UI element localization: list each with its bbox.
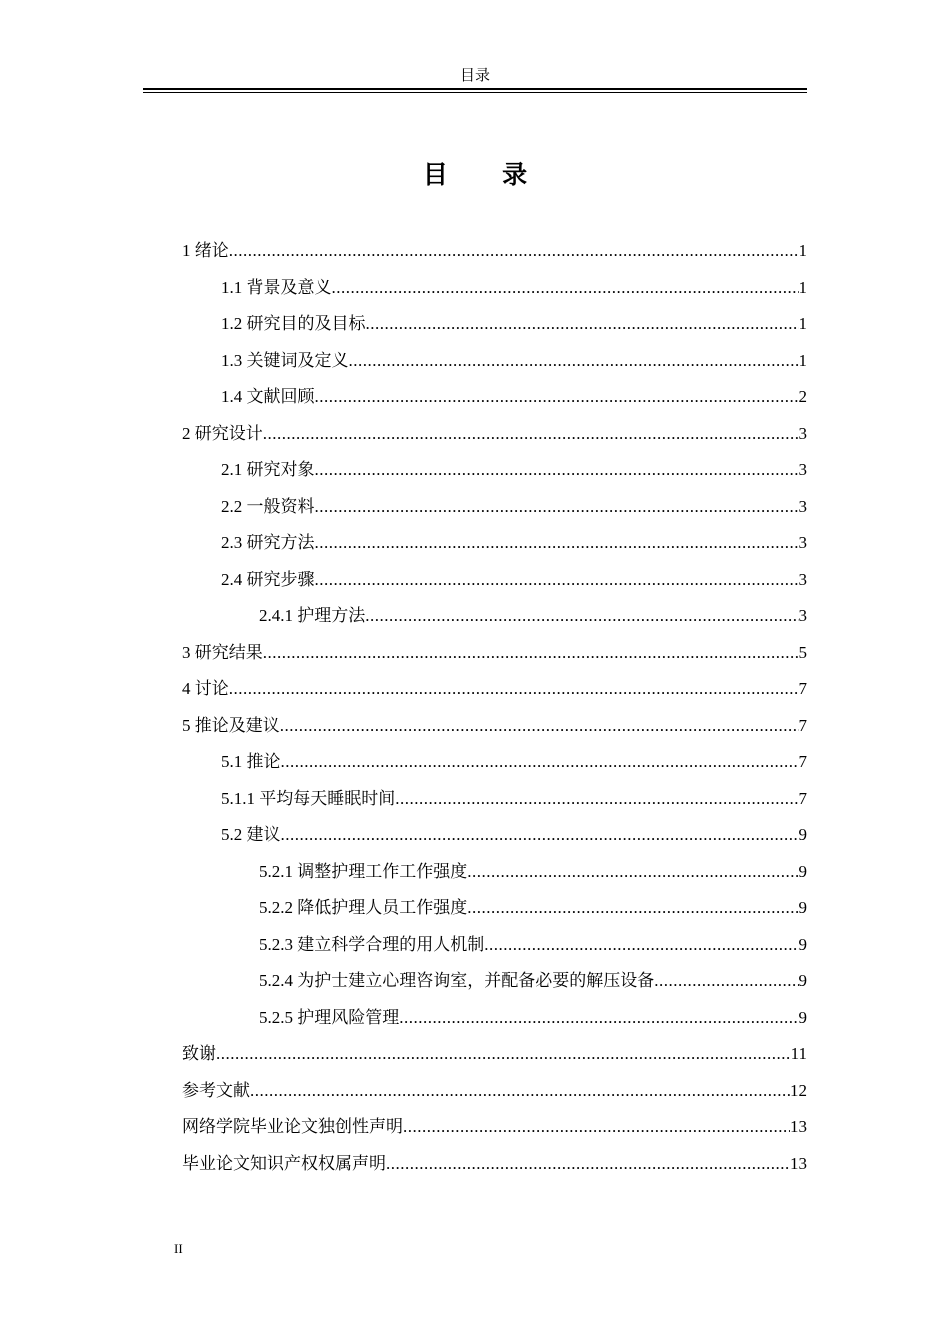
- toc-entry[interactable]: [182, 562, 807, 599]
- toc-entry-label: 2 研究设计: [182, 423, 263, 443]
- toc-entry[interactable]: [182, 635, 807, 672]
- toc-entry-label: 网络学院毕业论文独创性声明: [182, 1117, 403, 1136]
- toc-entry[interactable]: [182, 306, 807, 343]
- toc-dot-leader: [349, 343, 799, 380]
- toc-dot-leader: [654, 963, 798, 1000]
- toc-entry[interactable]: [182, 781, 807, 818]
- toc-entry[interactable]: [182, 1073, 807, 1110]
- toc-dot-leader: [467, 854, 798, 891]
- toc-entry[interactable]: [182, 379, 807, 416]
- toc-entry-page: 9: [798, 861, 807, 881]
- toc-entry-label: 5.2.4 为护士建立心理咨询室，并配备必要的解压设备: [259, 971, 655, 990]
- toc-dot-leader: [280, 708, 799, 745]
- toc-entry-page: 1: [798, 241, 807, 260]
- toc-entry-label: 4 讨论: [182, 679, 229, 698]
- toc-entry-page: 9: [798, 971, 807, 990]
- toc-entry[interactable]: [182, 343, 807, 380]
- toc-entry-label: 5.2.3 建立科学合理的用人机制: [259, 934, 485, 954]
- toc-entry-page: 9: [798, 825, 807, 844]
- toc-entry-page: 7: [798, 788, 807, 808]
- toc-entry-page: 7: [798, 679, 807, 698]
- toc-entry-page: 3: [798, 460, 807, 479]
- toc-entry-page: 1: [798, 277, 807, 297]
- toc-entry-label: 5 推论及建议: [182, 715, 280, 735]
- toc-entry-label: 5.2 建议: [221, 825, 281, 844]
- toc-entry-label: 1.3 关键词及定义: [221, 350, 349, 370]
- toc-entry[interactable]: [182, 525, 807, 562]
- toc-entry-page: 3: [798, 423, 807, 443]
- toc-entry-label: 致谢: [182, 1044, 216, 1063]
- toc-dot-leader: [399, 1000, 798, 1037]
- toc-entry-page: 9: [798, 1007, 807, 1027]
- toc-dot-leader: [395, 781, 798, 818]
- toc-dot-leader: [315, 452, 799, 489]
- toc-entry[interactable]: [182, 1146, 807, 1183]
- toc-entry-label: 3 研究结果: [182, 642, 263, 662]
- toc-entry[interactable]: [182, 452, 807, 489]
- toc-entry-label: 2.1 研究对象: [221, 460, 315, 479]
- toc-entry[interactable]: [182, 416, 807, 453]
- toc-entry-label: 参考文献: [182, 1080, 250, 1100]
- toc-entry-page: 9: [798, 934, 807, 954]
- toc-entry[interactable]: [182, 708, 807, 745]
- toc-dot-leader: [229, 233, 799, 270]
- toc-dot-leader: [467, 890, 798, 927]
- toc-dot-leader: [281, 817, 799, 854]
- toc-dot-leader: [366, 306, 799, 343]
- toc-entry-label: 5.2.1 调整护理工作工作强度: [259, 861, 468, 881]
- toc-entry-label: 5.1.1 平均每天睡眠时间: [221, 788, 396, 808]
- toc-entry-label: 2.2 一般资料: [221, 496, 315, 516]
- page-number: II: [174, 1241, 183, 1256]
- toc-entry-page: 13: [790, 1117, 807, 1136]
- toc-entry[interactable]: [182, 1109, 807, 1146]
- toc-dot-leader: [315, 562, 799, 599]
- toc-entry-page: 9: [798, 898, 807, 917]
- toc-entry-label: 1 绪论: [182, 241, 229, 260]
- toc-entry[interactable]: [182, 270, 807, 307]
- toc-dot-leader: [365, 598, 798, 635]
- toc-entry[interactable]: [182, 963, 807, 1000]
- toc-entry-page: 2: [798, 387, 807, 406]
- toc-entry[interactable]: [182, 817, 807, 854]
- toc-entry[interactable]: [182, 233, 807, 270]
- header-rule-thin: [143, 92, 807, 93]
- toc-entry-label: 5.2.5 护理风险管理: [259, 1007, 400, 1027]
- toc-entry-page: 12: [790, 1080, 807, 1100]
- toc-dot-leader: [315, 525, 799, 562]
- toc-entry-page: 5: [798, 642, 807, 662]
- page-header: [143, 66, 807, 93]
- toc-dot-leader: [216, 1036, 791, 1073]
- header-text: 目录: [459, 68, 490, 84]
- toc-dot-leader: [250, 1073, 790, 1110]
- toc-dot-leader: [315, 489, 799, 526]
- toc-entry-page: 3: [798, 606, 807, 625]
- toc-dot-leader: [281, 744, 799, 781]
- toc-entry-label: 1.2 研究目的及目标: [221, 314, 366, 333]
- toc-entry[interactable]: [182, 854, 807, 891]
- toc-entry-page: 11: [790, 1044, 807, 1063]
- toc-entry[interactable]: [182, 744, 807, 781]
- toc-title: 目 录: [422, 162, 552, 189]
- toc-entry-label: 1.1 背景及意义: [221, 277, 332, 297]
- table-of-contents: [182, 233, 807, 1182]
- toc-entry[interactable]: [182, 1000, 807, 1037]
- toc-entry-label: 2.3 研究方法: [221, 533, 315, 552]
- toc-dot-leader: [315, 379, 799, 416]
- toc-dot-leader: [332, 270, 799, 307]
- toc-entry[interactable]: [182, 671, 807, 708]
- toc-dot-leader: [386, 1146, 790, 1183]
- toc-entry-page: 3: [798, 496, 807, 516]
- toc-entry-label: 2.4 研究步骤: [221, 569, 315, 589]
- toc-entry-label: 毕业论文知识产权权属声明: [182, 1153, 386, 1173]
- toc-entry[interactable]: [182, 890, 807, 927]
- toc-dot-leader: [229, 671, 799, 708]
- toc-entry-page: 13: [790, 1153, 807, 1173]
- toc-dot-leader: [403, 1109, 790, 1146]
- toc-entry-label: 5.1 推论: [221, 752, 281, 771]
- header-rule: [143, 88, 807, 90]
- toc-entry[interactable]: [182, 1036, 807, 1073]
- toc-dot-leader: [263, 416, 799, 453]
- toc-entry[interactable]: [182, 489, 807, 526]
- toc-entry-page: 1: [798, 350, 807, 370]
- toc-entry-page: 3: [798, 533, 807, 552]
- toc-entry-label: 2.4.1 护理方法: [259, 606, 366, 625]
- toc-dot-leader: [263, 635, 799, 672]
- toc-entry-page: 7: [798, 752, 807, 771]
- toc-entry-label: 5.2.2 降低护理人员工作强度: [259, 898, 468, 917]
- toc-dot-leader: [484, 927, 798, 964]
- toc-entry-page: 3: [798, 569, 807, 589]
- toc-entry-page: 1: [798, 314, 807, 333]
- toc-entry[interactable]: [182, 927, 807, 964]
- toc-entry-label: 1.4 文献回顾: [221, 387, 315, 406]
- toc-entry-page: 7: [798, 715, 807, 735]
- toc-entry[interactable]: [182, 598, 807, 635]
